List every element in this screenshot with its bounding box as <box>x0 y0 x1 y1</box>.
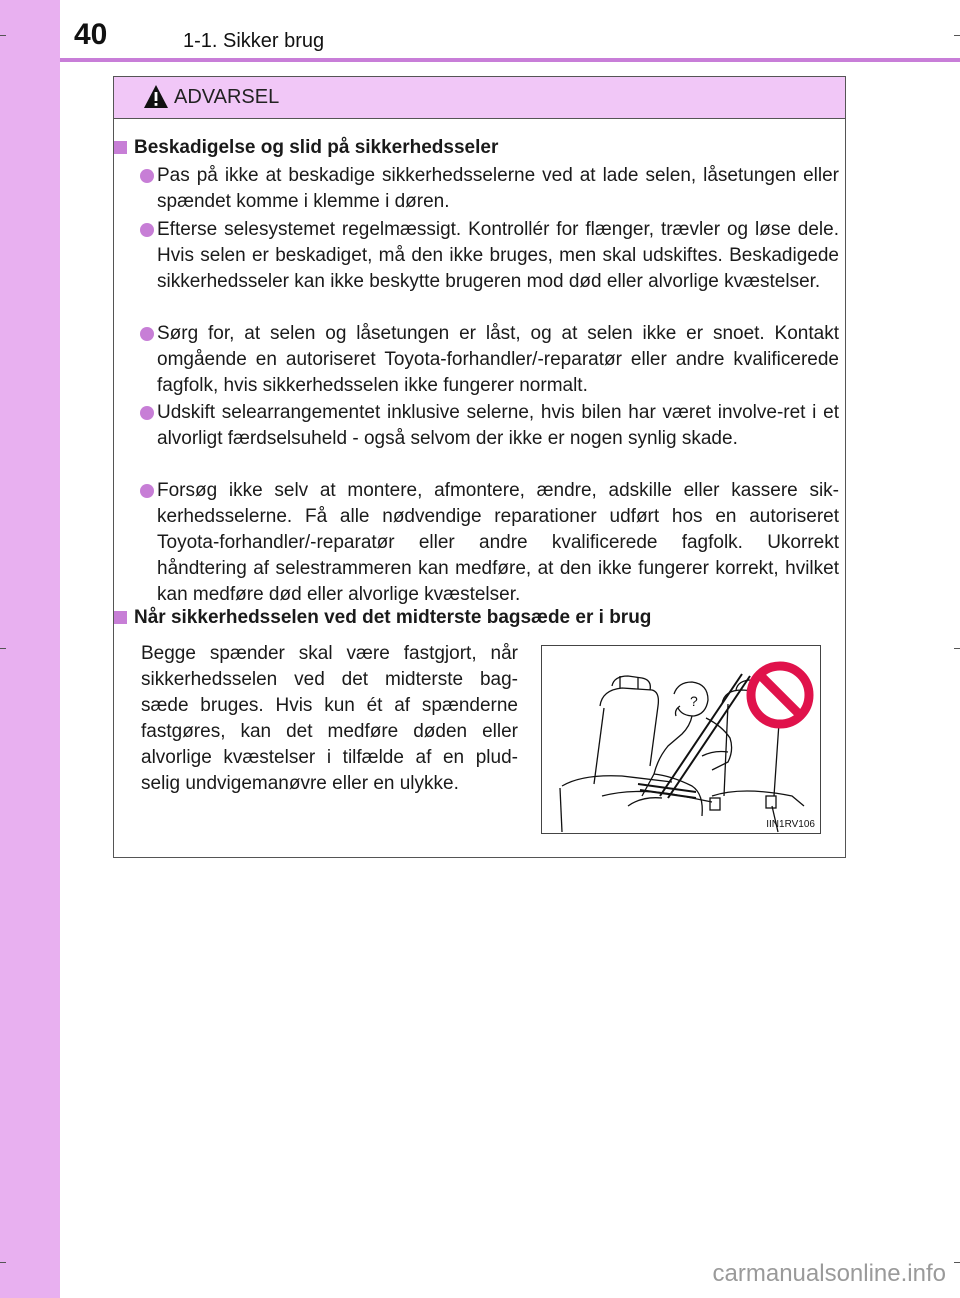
prohibition-icon <box>744 659 816 731</box>
bullet-text: Udskift selearrangementet inklusive selerne, hvis bilen har været involve-ret i et alvorligt færdselsuheld - også selvom der ikke er nogen synlig skade. <box>157 402 839 449</box>
section-heading-text: Når sikkerhedsselen ved det midterste bagsæde er i brug <box>134 607 652 628</box>
section-heading-middle-seat <box>114 607 651 629</box>
crop-mark <box>0 35 6 36</box>
svg-text:?: ? <box>690 693 698 709</box>
side-band <box>0 0 60 1298</box>
section-heading-text: Beskadigelse og slid på sikkerhedsseler <box>134 137 499 158</box>
bullet-item <box>136 478 839 608</box>
bullet-dot <box>140 169 154 183</box>
warning-box <box>113 76 846 858</box>
bullet-dot <box>140 406 154 420</box>
watermark: carmanualsonline.info <box>712 1260 946 1287</box>
crop-mark <box>954 648 960 649</box>
header-rule <box>60 58 960 62</box>
bullet-item <box>136 217 839 295</box>
section-heading-damage <box>114 137 498 159</box>
crop-mark <box>0 648 6 649</box>
crop-mark <box>954 1262 960 1263</box>
seatbelt-illustration <box>541 645 821 834</box>
warning-header <box>114 77 845 119</box>
warning-title: ADVARSEL <box>174 86 280 108</box>
middle-seat-paragraph: Begge spænder skal være fastgjort, når sikkerhedsselen ved det midterste bag-sæde bruges. Hvis kun ét af spænderne fastgøres, kan det medføre døden eller alvorlige kvæstelser i tilfælde af en plud-selig undvigemanøvre eller en ulykke. <box>141 643 518 794</box>
image-code: IIN1RV106 <box>766 819 815 830</box>
bullet-text: Efterse selesystemet regelmæssigt. Kontrollér for flænger, trævler og løse dele. Hvis selen er beskadiget, må den ikke bruges, men skal udskiftes. Beskadigede sikkerhedsseler kan ikke beskytte brugeren mod død eller alvorlige kvæstelser. <box>157 219 839 292</box>
crop-mark <box>954 35 960 36</box>
bullet-dot <box>140 223 154 237</box>
bullet-dot <box>140 484 154 498</box>
warning-triangle-icon <box>143 84 169 110</box>
page-number: 40 <box>74 18 108 51</box>
bullet-text: Pas på ikke at beskadige sikkerhedsselerne ved at lade selen, låsetungen eller spændet komme i klemme i døren. <box>157 165 839 212</box>
bullet-item <box>136 163 839 215</box>
bullet-item <box>136 321 839 399</box>
square-bullet <box>114 611 127 624</box>
bullet-dot <box>140 327 154 341</box>
crop-mark <box>0 1262 6 1263</box>
bullet-text: Sørg for, at selen og låsetungen er låst, og at selen ikke er snoet. Kontakt omgående en autoriseret Toyota-forhandler/-reparatør eller andre kvalificerede fagfolk, hvis sikkerhedsselen ikke fungerer normalt. <box>157 323 839 396</box>
bullet-text: Forsøg ikke selv at montere, afmontere, ændre, adskille eller kassere sik-kerhedsselerne. Få alle nødvendige reparationer udført hos en autoriseret Toyota-forhandler/-reparatør eller andre kvalificerede fagfolk. Ukorrekt håndtering af selestrammeren kan medføre, at den ikke fungerer korrekt, hvilket kan medføre død eller alvorlige kvæstelser. <box>157 480 839 605</box>
square-bullet <box>114 141 127 154</box>
section-title: 1-1. Sikker brug <box>183 30 325 52</box>
bullet-item <box>136 400 839 452</box>
